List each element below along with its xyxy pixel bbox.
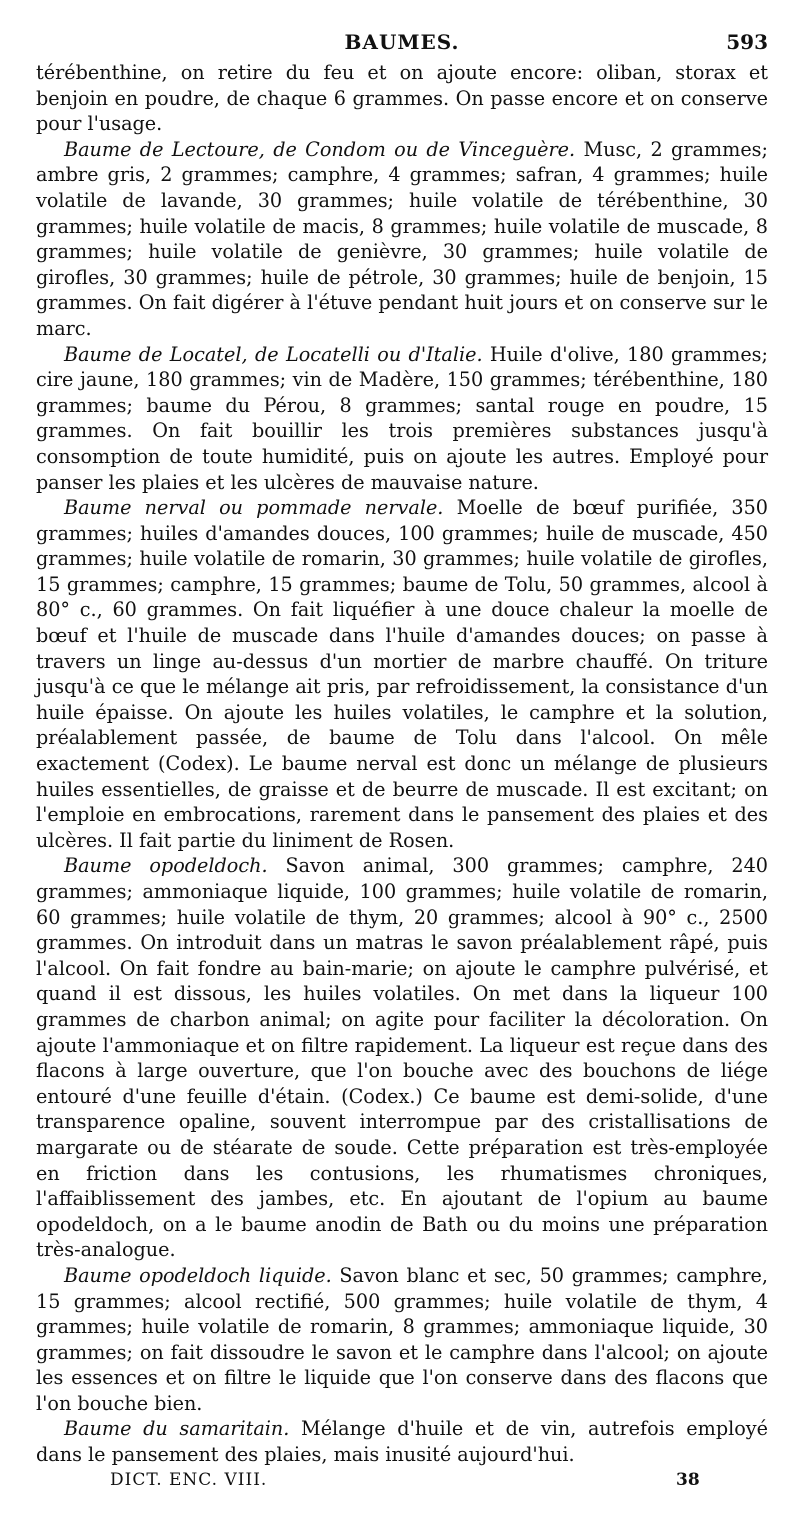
entry-text: Moelle de bœuf purifiée, 350 grammes; huiles d'amandes douces, 100 grammes; huile de muscade, 450 grammes; huile volatile de romarin, 30 grammes; huile volatile de girofles, 15 grammes; camphre, 15 grammes; baume de Tolu, 50 grammes, alcool à 80° c., 60 grammes. On fait liquéfier à une douce chaleur la moelle de bœuf et l'huile de muscade dans l'huile d'amandes douces; on passe à travers un linge au-dessus d'un mortier de marbre chauffé. On triture jusqu'à ce que le mélange ait pris, par refroidissement, la consistance d'un huile épaisse. On ajoute les huiles volatiles, le camphre et la solution, préalablement passée, de baume de Tolu dans l'alcool. On mêle exactement (Codex). Le baume nerval est donc un mélange de plusieurs huiles essentielles, de graisse et de beurre de muscade. Il est excitant; on l'emploie en embrocations, rarement dans le pansement des plaies et des ulcères. Il fait partie du liniment de Rosen. — [36, 496, 769, 852]
paragraph-text: térébenthine, on retire du feu et on ajoute encore: oliban, storax et benjoin en poudre, de chaque 6 grammes. On passe encore et on conserve pour l'usage. — [36, 61, 768, 136]
entry-title: Baume opodeldoch. — [64, 854, 268, 878]
entry-title: Baume de Lectoure, de Condom ou de Vinceguère. — [64, 137, 576, 161]
entry-baume-opodeldoch — [36, 853, 768, 1263]
entry-text: Huile d'olive, 180 grammes; cire jaune, 180 grammes; vin de Madère, 150 grammes; térébenthine, 180 grammes; baume du Pérou, 8 grammes; santal rouge en poudre, 15 grammes. On fait bouillir les trois premières substances jusqu'à consomption de toute humidité, puis on ajoute les autres. Employé pour panser les plaies et les ulcères de mauvaise nature. — [36, 342, 768, 494]
entry-title: Baume nerval ou pommade nervale. — [64, 496, 444, 520]
entry-title: Baume du samaritain. — [64, 1417, 290, 1441]
entry-title: Baume de Locatel, de Locatelli ou d'Italie. — [64, 342, 483, 366]
entry-baume-nerval — [36, 495, 768, 853]
entry-baume-de-locatel — [36, 342, 768, 496]
entry-baume-opodeldoch-liquide — [36, 1263, 768, 1417]
page-number: 593 — [726, 30, 768, 54]
printer-signature: DICT. ENC. VIII. — [110, 1469, 268, 1490]
running-title: BAUMES. — [344, 30, 460, 54]
document-page — [36, 30, 768, 1498]
entry-text: Mélange d'huile et de vin, autrefois employé dans le pansement des plaies, mais inusité aujourd'hui. — [36, 1417, 768, 1467]
article-body — [36, 60, 768, 1468]
entry-baume-du-samaritain — [36, 1416, 768, 1467]
signature-number: 38 — [676, 1469, 700, 1490]
page-header — [36, 30, 768, 60]
entry-text: Musc, 2 grammes; ambre gris, 2 grammes; camphre, 4 grammes; safran, 4 grammes; huile volatile de lavande, 30 grammes; huile volatile de térébenthine, 30 grammes; huile volatile de macis, 8 grammes; huile volatile de muscade, 8 grammes; huile volatile de genièvre, 30 grammes; huile volatile de girofles, 30 grammes; huile de pétrole, 30 grammes; huile de benjoin, 15 grammes. On fait digérer à l'étuve pendant huit jours et on conserve sur le marc. — [36, 137, 768, 340]
entry-text: Savon animal, 300 grammes; camphre, 240 grammes; ammoniaque liquide, 100 grammes; huile volatile de romarin, 60 grammes; huile volatile de thym, 20 grammes; alcool à 90° c., 2500 grammes. On introduit dans un matras le savon préalablement râpé, puis l'alcool. On fait fondre au bain-marie; on ajoute le camphre pulvérisé, et quand il est dissous, les huiles volatiles. On met dans la liqueur 100 grammes de charbon animal; on agite pour faciliter la décoloration. On ajoute l'ammoniaque et on filtre rapidement. La liqueur est reçue dans des flacons à large ouverture, que l'on bouche avec des bouchons de liége entouré d'une feuille d'étain. (Codex.) Ce baume est demi-solide, d'une transparence opaline, souvent interrompue par des cristallisations de margarate ou de stéarate de soude. Cette préparation est très-employée en friction dans les contusions, les rhumatismes chroniques, l'affaiblissement des jambes, etc. En ajoutant de l'opium au baume opodeldoch, on a le baume anodin de Bath ou du moins une préparation très-analogue. — [36, 854, 768, 1262]
paragraph-continuation — [36, 60, 768, 137]
entry-text: Savon blanc et sec, 50 grammes; camphre, 15 grammes; alcool rectifié, 500 grammes; huile volatile de thym, 4 grammes; huile volatile de romarin, 8 grammes; ammoniaque liquide, 30 grammes; on fait dissoudre le savon et le camphre dans l'alcool; on ajoute les essences et on filtre le liquide que l'on conserve dans des flacons que l'on bouche bien. — [36, 1263, 768, 1415]
entry-baume-de-lectoure — [36, 137, 768, 342]
page-footer — [36, 1470, 768, 1498]
entry-title: Baume opodeldoch liquide. — [64, 1263, 332, 1287]
